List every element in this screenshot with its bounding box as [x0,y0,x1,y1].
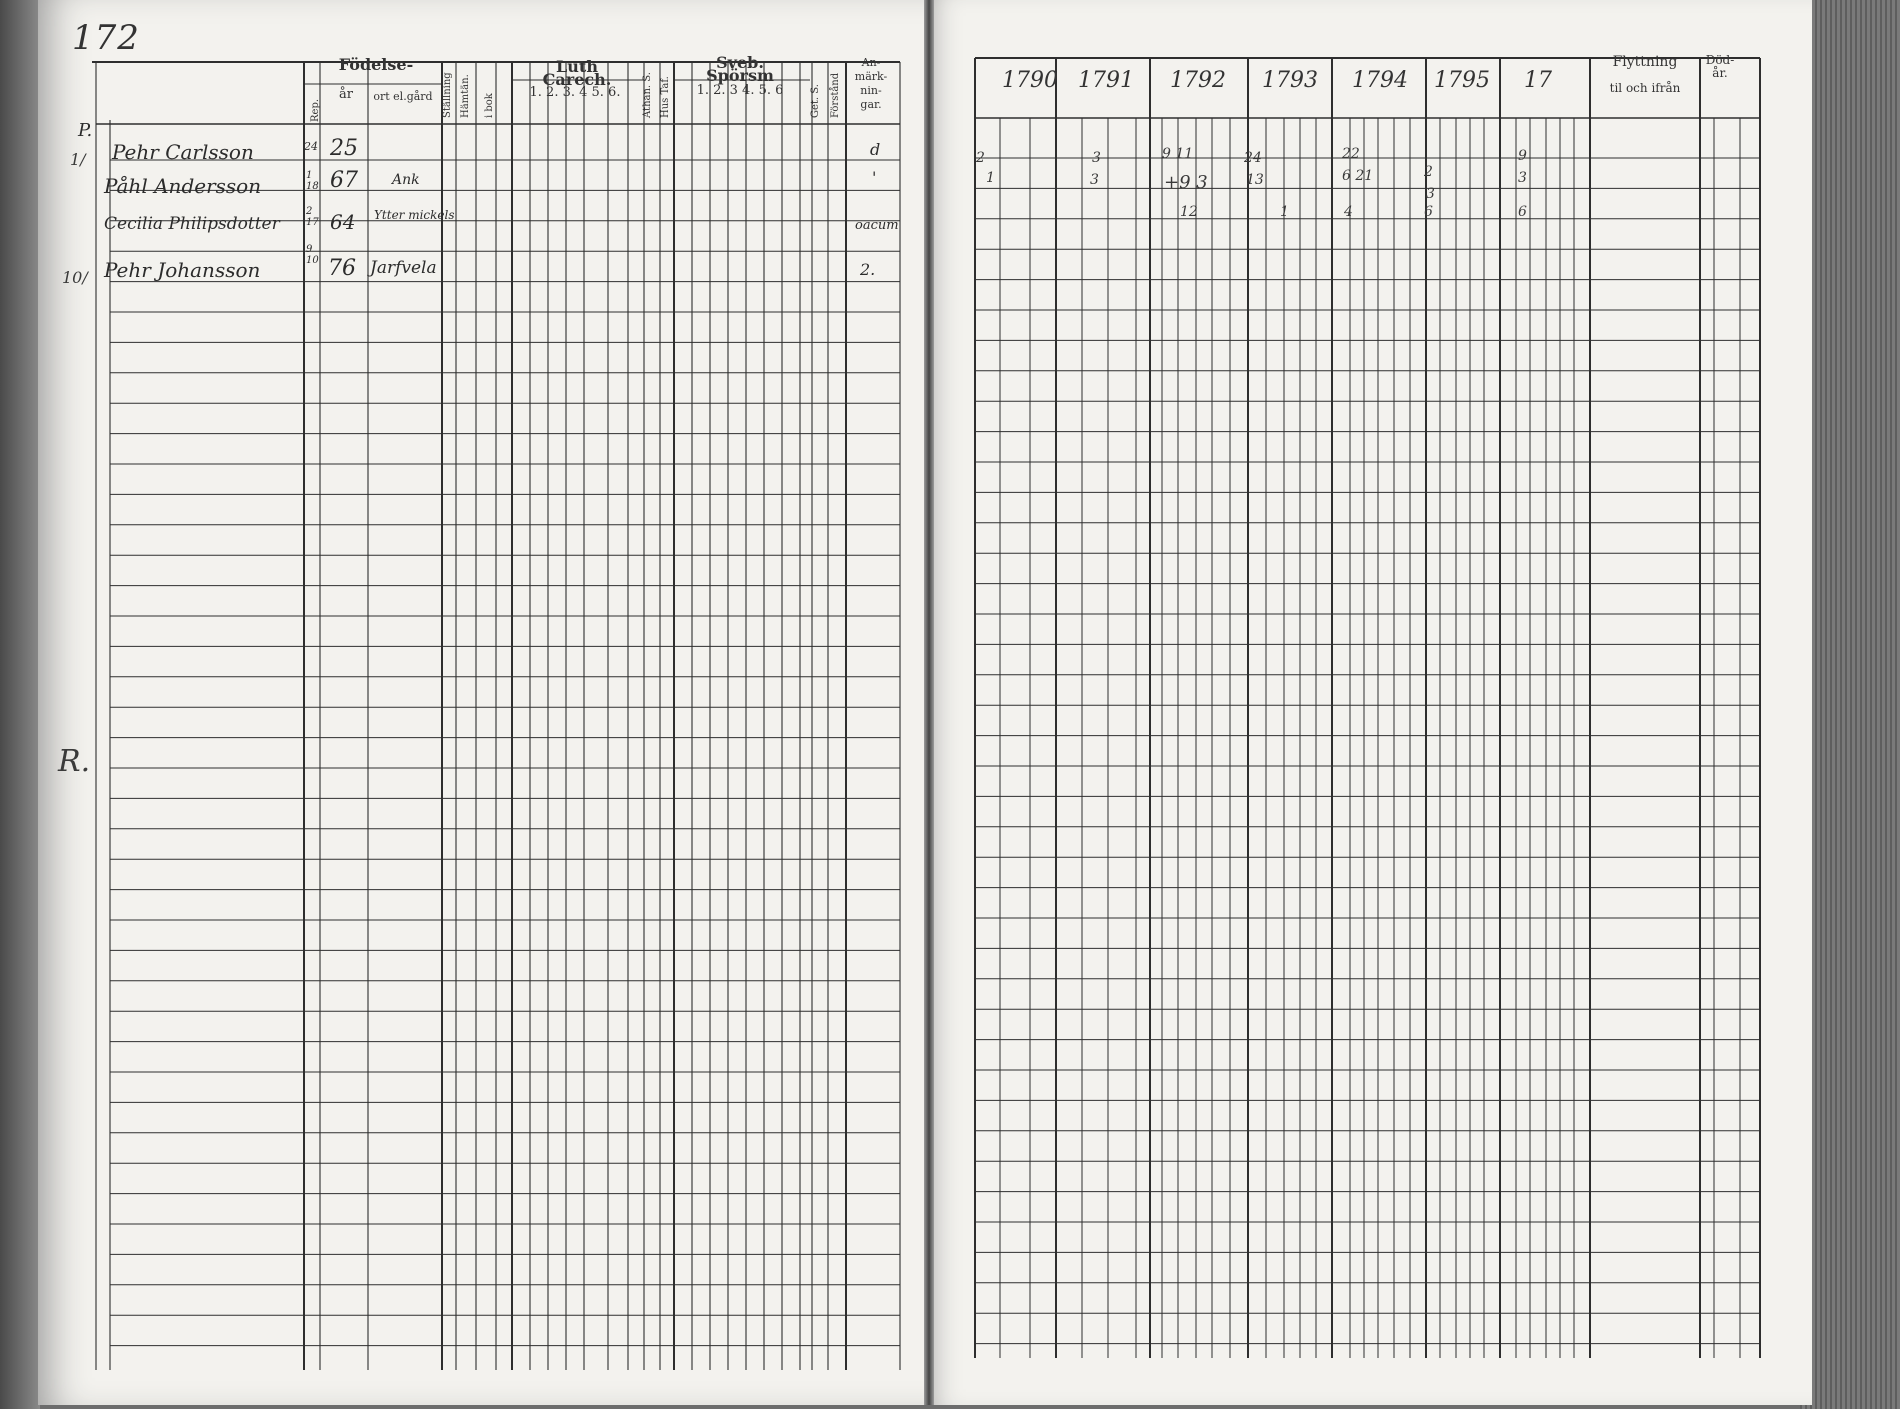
mark-r1-1792: 9 11 [1162,146,1194,162]
mark-r3-17: 6 [1518,204,1527,220]
entry-1-name: Pehr Carlsson [112,140,254,164]
entry-4-rep: 9 10 [306,244,319,266]
header-forstand: Förstånd [830,72,841,118]
mark-r3-1794: 4 [1344,204,1353,220]
year-1791: 1791 [1078,68,1134,93]
header-get: Get. S. [810,84,821,118]
mark-r3-1795: 6 [1424,204,1433,220]
header-ort: ort el.gård [373,90,433,103]
entry-3-year: 64 [330,210,356,234]
entry-1-rep: 24 [304,140,318,153]
entry-2-year: 67 [330,168,358,193]
mark-r2-1795: 3 [1426,186,1435,202]
mark-r1-1794: 22 [1342,146,1360,162]
entry-2-rep: 1 18 [306,170,319,192]
page-number: 172 [72,18,140,58]
mark-r2-17: 3 [1518,170,1527,186]
entry-3-remark: oacum [855,218,899,233]
header-sveb-sporsm: Sveb. Spörsm [706,53,774,85]
mark-r2-1792: +9 3 [1164,172,1208,193]
header-hamtan: Hämtän. [460,74,471,118]
entry-4-name: Pehr Johansson [104,258,261,282]
header-dod: Död- år. [1705,53,1735,80]
mark-r2-1793: 13 [1246,172,1264,188]
year-1790: 1790 [1002,68,1058,93]
entry-3-name: Cecilia Philipsdotter [104,214,280,234]
header-bok: i bok [484,93,495,118]
entry-2-name: Påhl Andersson [104,174,262,198]
entry-1-remark: d [870,140,881,159]
header-luth-carech: Luth Carech. [542,57,612,89]
entry-1-year: 25 [330,136,358,161]
header-ar: år [339,87,353,102]
header-hustaf: Hus Taf. [660,76,671,118]
header-anmarkningar: An- märk- nin- gar. [854,56,888,111]
mark-r2-1791: 3 [1090,172,1099,188]
margin-mark-r: R. [58,744,91,779]
mark-r3-1793: 1 [1280,204,1289,220]
mark-r2-1794: 6 21 [1342,168,1374,184]
year-1795: 1795 [1434,68,1490,93]
header-rep: Rep. [310,98,321,122]
margin-mark-2: 10/ [62,268,88,287]
margin-mark-1: 1/ [70,150,86,169]
mark-r1-1795: 2 [1424,164,1433,180]
year-1793: 1793 [1262,68,1318,93]
entry-3-place: Ytter mickels [374,208,455,222]
header-luth-numbers: 1. 2. 3. 4 5. 6. [529,85,621,100]
header-sveb-numbers: 1. 2. 3 4. 5. 6 [696,83,784,98]
header-fodelse: Födelse- [338,55,414,74]
entry-4-remark: 2. [860,260,876,279]
header-athan: Athan. S. [642,72,653,118]
entry-2-remark: ' [872,168,877,187]
mark-r3-1792: 12 [1180,204,1198,220]
year-1794: 1794 [1352,68,1408,93]
mark-r1-1791: 3 [1092,150,1101,166]
header-flyttning: Flyttning [1612,54,1678,70]
entry-1-prefix: P. [78,120,93,141]
header-til-och-ifran: til och ifrån [1609,81,1681,95]
header-stallning: Ställning [442,72,453,118]
mark-r2-1790: 1 [986,170,995,186]
year-1792: 1792 [1170,68,1226,93]
year-17: 17 [1524,68,1552,93]
entry-4-year: 76 [328,256,356,281]
entry-2-place: Ank [392,172,420,188]
mark-r1-1793: 24 [1244,150,1262,166]
mark-r1-1790: 2 [976,150,985,166]
entry-4-place: Jarfvela [370,258,437,278]
entry-3-rep: 2 17 [306,206,319,228]
mark-r1-17: 9 [1518,148,1527,164]
